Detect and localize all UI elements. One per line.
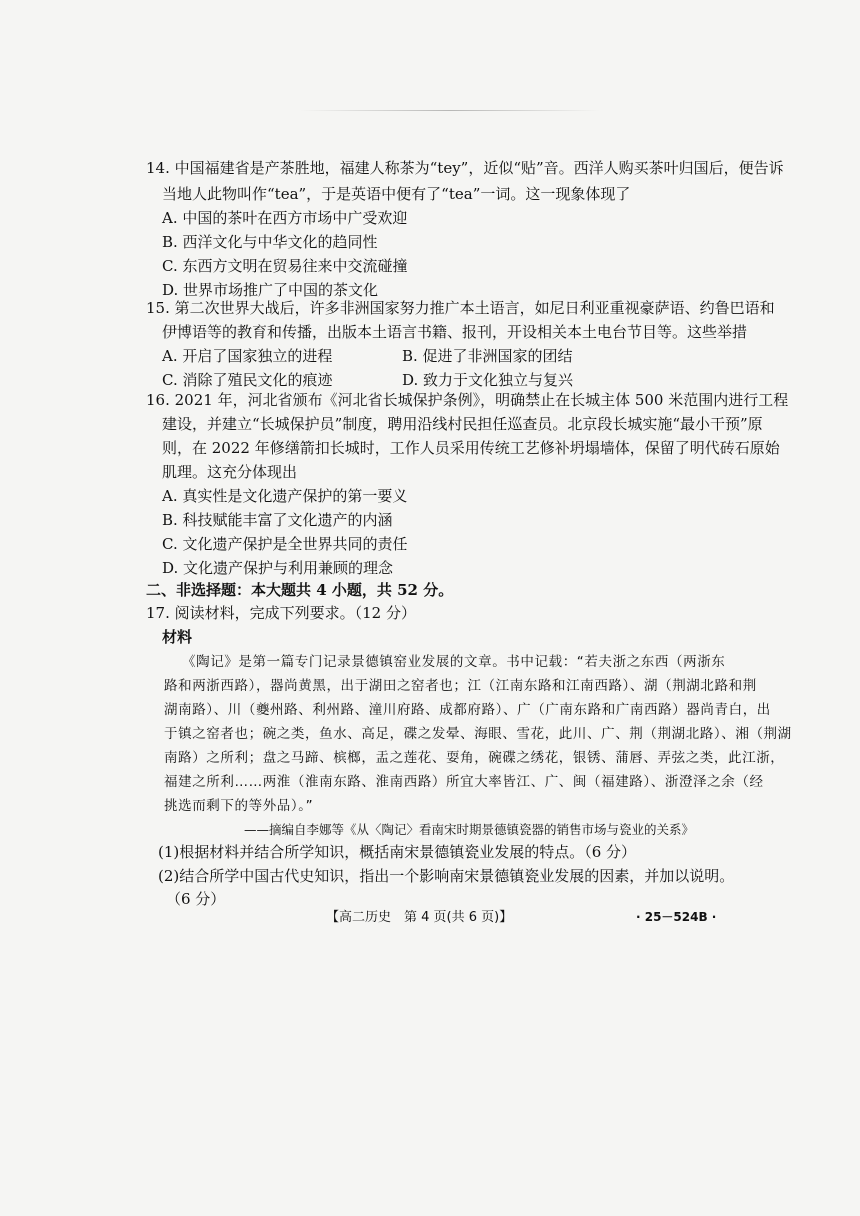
- material-line: 《陶记》是第一篇专门记录景德镇窑业发展的文章。书中记载：“若夫浙之东西（两浙东: [182, 654, 726, 670]
- material-line: 于镇之窑者也；碗之类，鱼水、高足，碟之发晕、海眼、雪花，此川、广、荆（荆湖北路）、湘（荆湖: [164, 726, 792, 742]
- q15-stem-line1: 15. 第二次世界大战后，许多非洲国家努力推广本土语言，如尼日利亚重视豪萨语、约鲁巴语和: [146, 299, 775, 317]
- q14-option-b: B. 西洋文化与中华文化的趋同性: [162, 233, 378, 251]
- q15-stem-line2: 伊博语等的教育和传播，出版本土语言书籍、报刊，开设相关本土电台节目等。这些举措: [162, 323, 748, 341]
- q16-option-d: D. 文化遗产保护与利用兼顾的理念: [162, 559, 394, 577]
- material-line: 福建之所利……两淮（淮南东路、淮南西路）所宜大率皆江、广、闽（福建路）、浙澄泽之余（经: [164, 774, 764, 790]
- material-source: ——摘编自李娜等《从〈陶记〉看南宋时期景德镇瓷器的销售市场与瓷业的关系》: [244, 822, 695, 837]
- section-heading: 二、非选择题：本大题共 4 小题，共 52 分。: [146, 581, 454, 599]
- q14-stem-line2: 当地人此物叫作“tea”，于是英语中便有了“tea”一词。这一现象体现了: [162, 185, 631, 203]
- q15-option-d: D. 致力于文化独立与复兴: [402, 371, 574, 389]
- q14-stem-line1: 14. 中国福建省是产茶胜地，福建人称茶为“tey”，近似“贴”音。西洋人购买茶叶归国后，便告诉: [146, 159, 784, 177]
- q15-option-a: A. 开启了国家独立的进程: [162, 347, 333, 365]
- q15-option-b: B. 促进了非洲国家的团结: [402, 347, 573, 365]
- q14-option-c: C. 东西方文明在贸易往来中交流碰撞: [162, 257, 408, 275]
- q16-option-b: B. 科技赋能丰富了文化遗产的内涵: [162, 511, 393, 529]
- material-line: 湖南路）、川（夔州路、利州路、潼川府路、成都府路）、广（广南东路和广南西路）器尚青白，出: [164, 702, 771, 718]
- q17-title: 17. 阅读材料，完成下列要求。（12 分）: [146, 604, 416, 622]
- q17-subquestion-2-score: （6 分）: [166, 890, 226, 908]
- q16-stem-line3: 则，在 2022 年修缮箭扣长城时，工作人员采用传统工艺修补坍塌墙体，保留了明代砖石原始: [162, 439, 780, 457]
- material-line: 路和两浙西路），器尚黄黑，出于湖田之窑者也；江（江南东路和江南西路）、湖（荆湖北路和荆: [164, 678, 757, 694]
- q14-option-a: A. 中国的茶叶在西方市场中广受欢迎: [162, 209, 408, 227]
- top-divider: [300, 110, 600, 111]
- q16-stem-line2: 建设，并建立“长城保护员”制度，聘用沿线村民担任巡查员。北京段长城实施“最小干预”原: [162, 415, 763, 433]
- paper-code: · 25－524B ·: [636, 910, 717, 924]
- q17-subquestion-1: (1)根据材料并结合所学知识，概括南宋景德镇瓷业发展的特点。（6 分）: [158, 843, 637, 861]
- q16-stem-line1: 16. 2021 年，河北省颁布《河北省长城保护条例》，明确禁止在长城主体 500 米范围内进行工程: [146, 391, 789, 409]
- q16-option-c: C. 文化遗产保护是全世界共同的责任: [162, 535, 408, 553]
- q16-option-a: A. 真实性是文化遗产保护的第一要义: [162, 487, 408, 505]
- material-label: 材料: [162, 628, 193, 646]
- page-footer: 【高二历史 第 4 页(共 6 页)】: [326, 910, 513, 925]
- q16-stem-line4: 肌理。这充分体现出: [162, 463, 298, 481]
- q17-subquestion-2: (2)结合所学中国古代史知识，指出一个影响南宋景德镇瓷业发展的因素，并加以说明。: [158, 867, 735, 885]
- q14-option-d: D. 世界市场推广了中国的茶文化: [162, 281, 379, 299]
- material-line: 挑选而剩下的等外品）。”: [164, 798, 314, 814]
- material-line: 南路）之所利；盘之马蹄、槟榔，盂之莲花、耍角，碗碟之绣花，银锈、蒲唇、弄弦之类，此江浙，: [164, 750, 785, 766]
- q15-option-c: C. 消除了殖民文化的痕迹: [162, 371, 333, 389]
